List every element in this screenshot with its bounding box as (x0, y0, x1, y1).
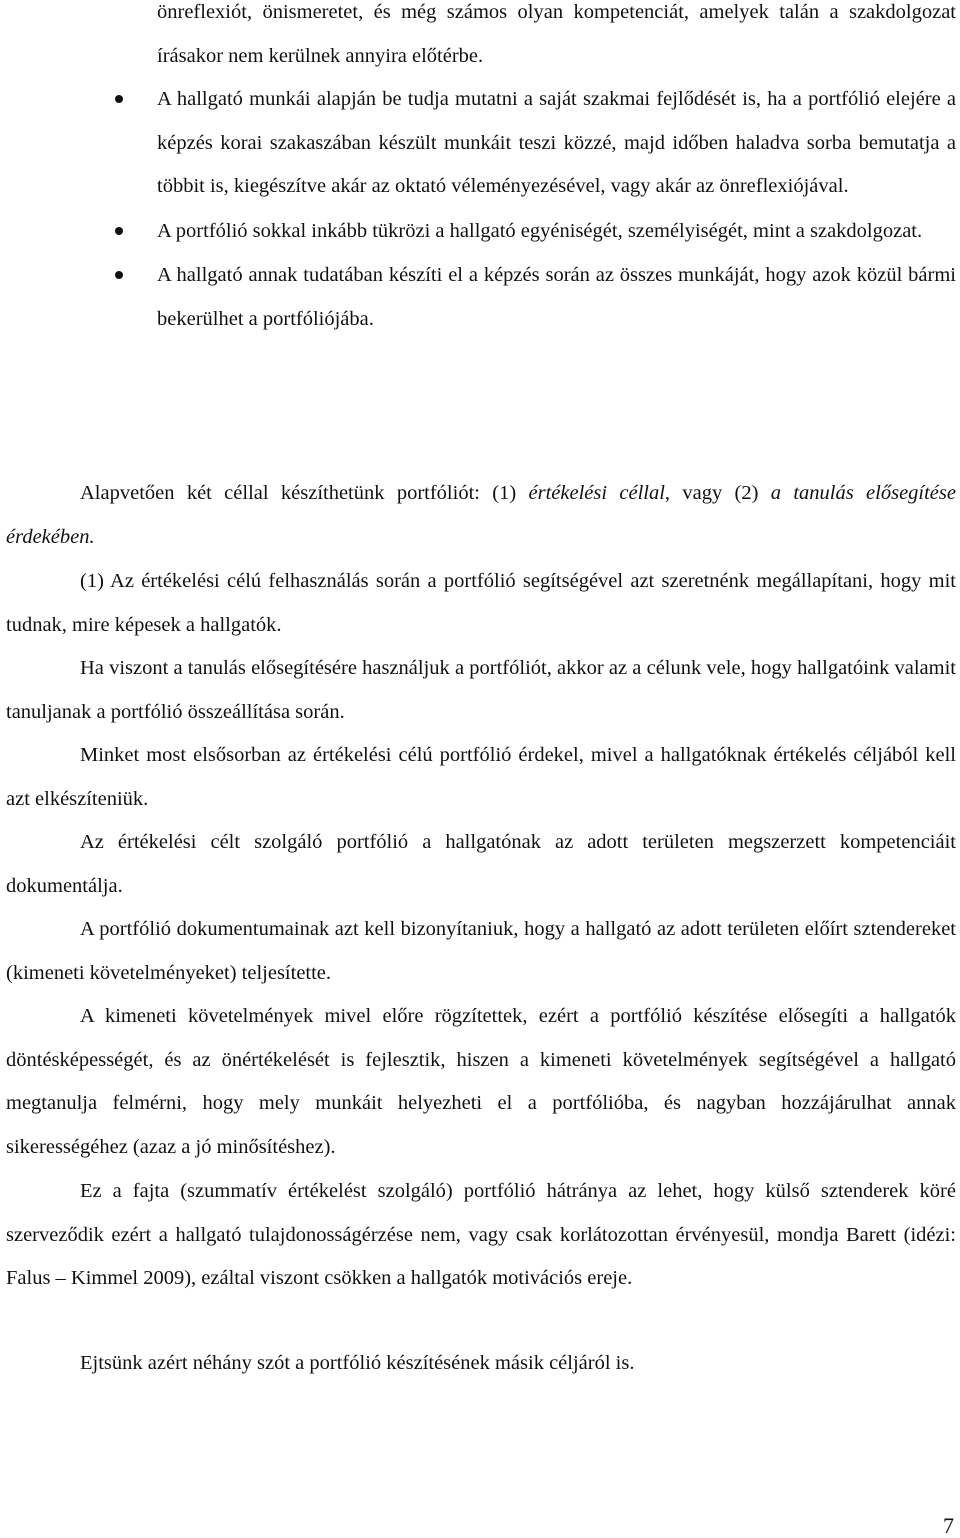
bullet-icon (115, 227, 123, 235)
paragraph: Minket most elsősorban az értékelési célú portfólió érdekel, mivel a hallgatóknak értékelés céljából kell azt elkészíteniük. (6, 744, 956, 810)
goals-italic-evaluation: értékelési céllal (528, 482, 665, 504)
bullet-text: A hallgató annak tudatában készíti el a képzés során az összes munkáját, hogy azok közül bármi bekerülhet a portfóliójába. (157, 264, 956, 330)
paragraph-goals (6, 472, 956, 559)
goals-text-before: Alapvetően két céllal készíthetünk portfóliót: (1) (80, 482, 529, 504)
paragraph: Ez a fajta (szummatív értékelést szolgáló) portfólió hátránya az lehet, hogy külső sztenderek köré szerveződik ezért a hallgató tulajdonosságérzése nem, vagy csak korlátozottan érvényesül, mondja Barett (idézi: Falus – Kimmel 2009), ezáltal viszont csökken a hallgatók motivációs ereje. (6, 1180, 956, 1290)
paragraph: Az értékelési célt szolgáló portfólió a hallgatónak az adott területen megszerzett kompetenciáit dokumentálja. (6, 831, 956, 897)
paragraph: Ejtsünk azért néhány szót a portfólió készítésének másik céljáról is. (80, 1352, 635, 1374)
goals-text-middle: , vagy (2) (664, 482, 771, 504)
bullet-item (157, 210, 956, 254)
bullet-text: A portfólió sokkal inkább tükrözi a hallgató egyéniségét, személyiségét, mint a szakdolgozat. (157, 219, 923, 242)
continuation-text: önreflexiót, önismeretet, és még számos olyan kompetenciát, amelyek talán a szakdolgozat írásakor nem kerülnek annyira előtérbe. (157, 1, 956, 67)
paragraph: (1) Az értékelési célú felhasználás során a portfólió segítségével azt szeretnénk megállapítani, hogy mit tudnak, mire képesek a hallgatók. (6, 570, 956, 636)
paragraph: A kimeneti követelmények mivel előre rögzítettek, ezért a portfólió készítése elősegíti a hallgatók döntésképességét, és az önértékelését is fejlesztik, hiszen a kimeneti követelmények segítségével a hallgató megtanulja felmérni, hogy mely munkáit helyezheti el a portfólióba, és nagyban hozzájárulhat annak sikerességéhez (azaz a jó minősítéshez). (6, 1005, 956, 1158)
bullet-text: A hallgató munkái alapján be tudja mutatni a saját szakmai fejlődését is, ha a portfólió elejére a képzés korai szakaszában készült munkáit teszi közzé, majd időben haladva sorba bemutatja a többit is, kiegészítve akár az oktató véleményezésével, vagy akár az önreflexiójával. (157, 88, 956, 198)
paragraph: Ha viszont a tanulás elősegítésére használjuk a portfóliót, akkor az a célunk vele, hogy hallgatóink valamit tanuljanak a portfólió összeállítása során. (6, 657, 956, 723)
bullet-icon (115, 271, 123, 279)
goals-italic-learning: a tanulás elősegítése érdekében. (6, 482, 956, 548)
page-number: 7 (943, 1513, 954, 1538)
paragraph: A portfólió dokumentumainak azt kell bizonyítaniuk, hogy a hallgató az adott területen előírt sztendereket (kimeneti követelményeket) teljesítette. (6, 918, 956, 984)
bullet-item (157, 254, 956, 341)
bullet-icon (115, 95, 123, 103)
bullet-list (157, 78, 956, 342)
bullet-item (157, 78, 956, 209)
